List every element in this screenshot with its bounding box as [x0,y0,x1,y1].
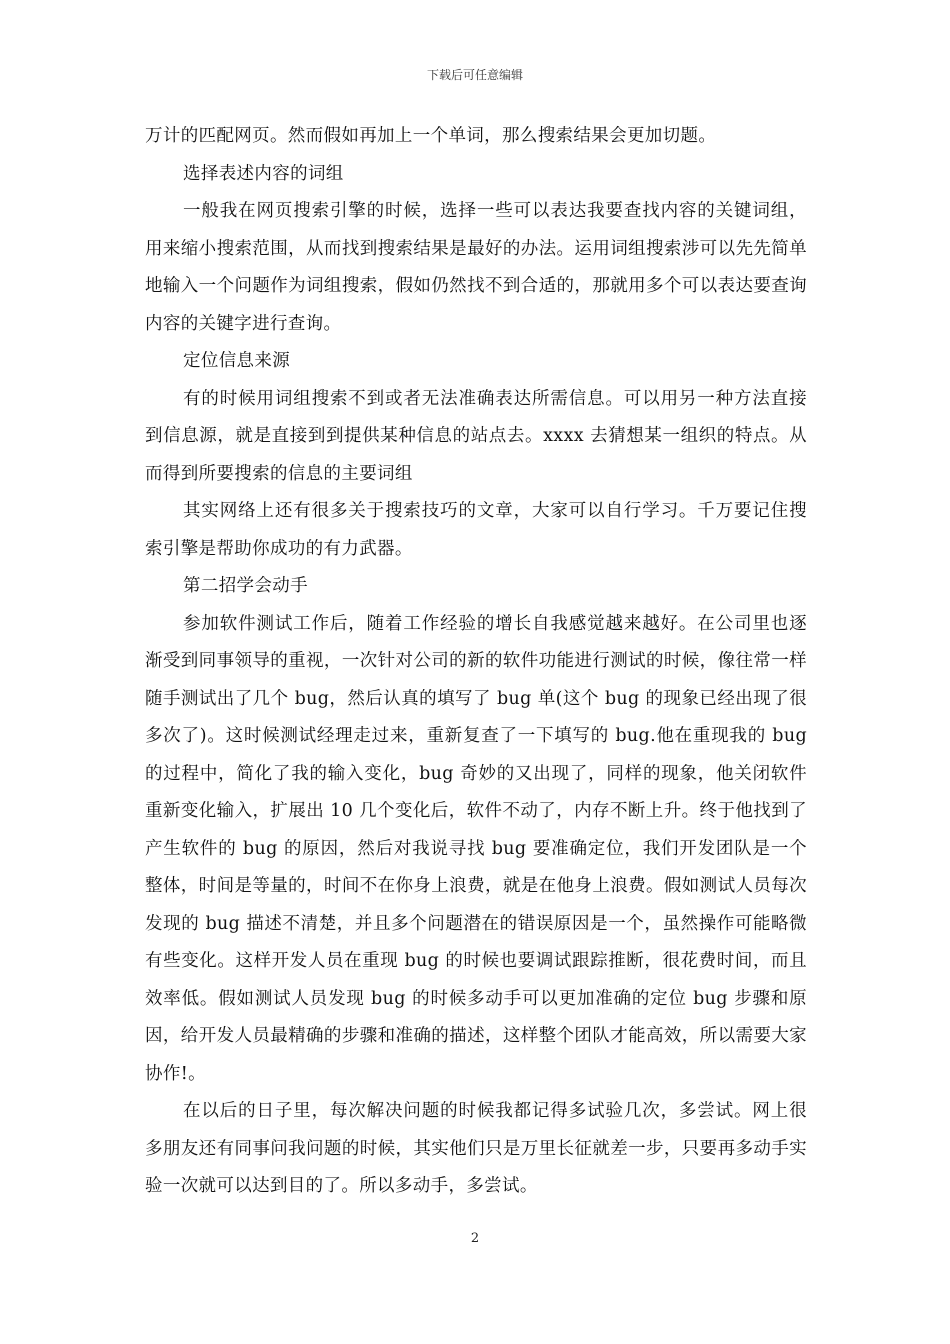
document-body [145,118,807,1206]
paragraph-source: 有的时候用词组搜索不到或者无法准确表达所需信息。可以用另一种方法直接到信息源，就是直接到到提供某种信息的站点去。xxxx 去猜想某一组织的特点。从而得到所要搜索的信息的主要词组 [145,388,807,484]
section-heading-source: 定位信息来源 [183,351,291,371]
page-header: 下载后可任意编辑 [426,68,523,82]
section-heading-phrases: 选择表述内容的词组 [183,163,344,184]
paragraph-search-tips: 其实网络上还有很多关于搜索技巧的文章，大家可以自行学习。千万要记住搜索引擎是帮助你成功的有力武器。 [145,501,807,559]
paragraph-testing-story: 参加软件测试工作后，随着工作经验的增长自我感觉越来越好。在公司里也逐渐受到同事领导的重视，一次针对公司的新的软件功能进行测试的时候，像往常一样随手测试出了几个 bug，然后认真的填写了 bug 单(这个 bug 的现象已经出现了很多次了)。这时候测试经理走过来，重新复查了一下填写的 bug.他在重现我的 bug 的过程中，简化了我的输入变化，bug 奇妙的又出现了，同样的现象，他关闭软件重新变化输入，扩展出 10 几个变化后，软件不动了，内存不断上升。终于他找到了产生软件的 bug 的原因，然后对我说寻找 bug 要准确定位，我们开发团队是一个整体，时间是等量的，时间不在你身上浪费，就是在他身上浪费。假如测试人员每次发现的 bug 描述不清楚，并且多个问题潜在的错误原因是一个，虽然操作可能略微有些变化。这样开发人员在重现 bug 的时候也要调试跟踪推断，很花费时间，而且效率低。假如测试人员发现 bug 的时候多动手可以更加准确的定位 bug 步骤和原因，给开发人员最精确的步骤和准确的描述，这样整个团队才能高效，所以需要大家协作!。 [145,613,807,1084]
paragraph-phrase-search: 一般我在网页搜索引擎的时候，选择一些可以表达我要查找内容的关键词组，用来缩小搜索范围，从而找到搜索结果是最好的办法。运用词组搜索涉可以先先简单地输入一个问题作为词组搜索，假如仍然找不到合适的，那就用多个可以表达要查询内容的关键字进行查询。 [145,201,807,334]
paragraph-conclusion: 在以后的日子里，每次解决问题的时候我都记得多试验几次，多尝试。网上很多朋友还有同事问我问题的时候，其实他们只是万里长征就差一步，只要再多动手实验一次就可以达到目的了。所以多动手，多尝试。 [145,1101,807,1196]
paragraph-continuation: 万计的匹配网页。然而假如再加上一个单词，那么搜索结果会更加切题。 [145,126,717,146]
page-number: 2 [470,1231,480,1246]
section-heading-hands-on: 第二招学会动手 [183,576,308,596]
